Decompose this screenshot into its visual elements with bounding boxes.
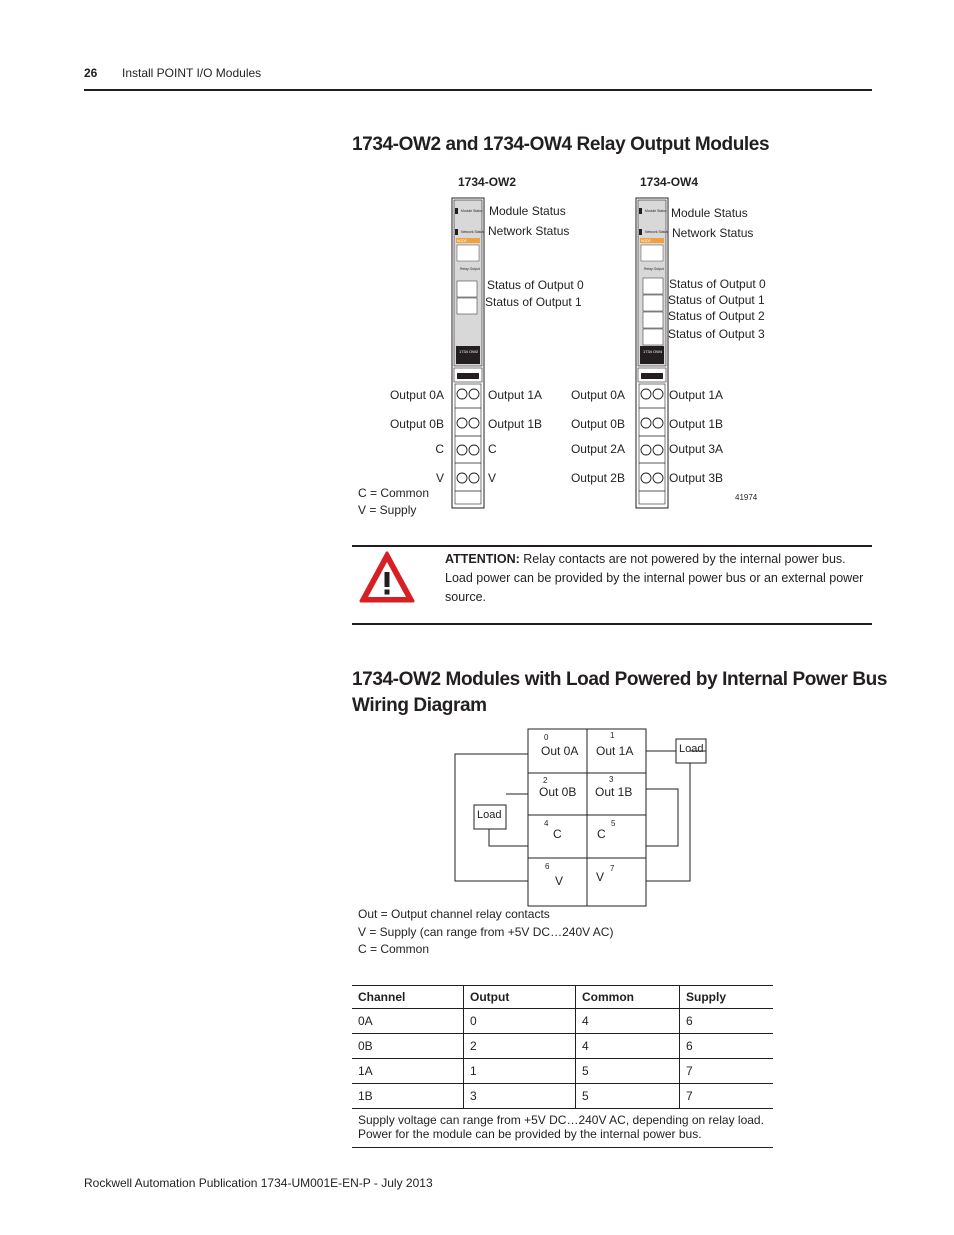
ow2-callout-output-1: Status of Output 1 <box>485 295 582 309</box>
ow4-callout-output-1: Status of Output 1 <box>668 293 765 307</box>
page-number: 26 <box>84 66 98 80</box>
terminal-0-num: 0 <box>544 733 549 742</box>
ow4-face-relay-output: Relay Output <box>644 267 664 271</box>
cell: 7 <box>680 1084 774 1109</box>
ow2-model-label: 1734-OW2 <box>458 175 517 189</box>
ow4-callout-module-status: Module Status <box>671 206 748 220</box>
ow4-term-left-0: Output 0A <box>570 388 625 402</box>
section-title-wiring-diagram <box>352 667 887 719</box>
attention-top-rule <box>352 545 872 547</box>
attention-text: Relay contacts are not powered by the internal power bus. Load power can be provided by the internal power bus or an external power source. <box>445 552 864 604</box>
attention-message <box>445 550 865 607</box>
ow2-face-node: NODE: <box>457 239 468 243</box>
table-note-line1: Supply voltage can range from +5V DC…240V AC, depending on relay load. <box>358 1113 764 1127</box>
ow4-callout-output-2: Status of Output 2 <box>668 309 765 323</box>
ow4-term-left-3: Output 2B <box>570 471 625 485</box>
ow2-callout-output-0: Status of Output 0 <box>487 278 584 292</box>
ow2-led-1 <box>457 298 477 314</box>
ow4-term-left-1: Output 0B <box>570 417 625 431</box>
table-row <box>352 1009 773 1034</box>
col-supply: Supply <box>680 986 774 1009</box>
ow4-callout-network-status: Network Status <box>672 226 754 240</box>
ow4-term-right-2: Output 3A <box>669 442 724 456</box>
warning-triangle-icon <box>358 550 416 604</box>
ow2-term-left-3: V <box>435 471 444 485</box>
ow4-term-left-2: Output 2A <box>570 442 625 456</box>
wiring-legend-supply: V = Supply (can range from +5V DC…240V AC) <box>358 924 614 939</box>
cell: 0 <box>464 1009 576 1034</box>
ow2-term-right-2: C <box>488 442 497 456</box>
terminal-7-num: 7 <box>610 864 615 873</box>
ow4-led-1 <box>643 295 663 311</box>
cell: 1 <box>464 1059 576 1084</box>
section-title-line2: Wiring Diagram <box>352 695 487 716</box>
ow4-face-node: NODE: <box>641 239 652 243</box>
wiring-legend <box>358 906 613 959</box>
table-row <box>352 1034 773 1059</box>
terminal-7-label: V <box>596 870 605 884</box>
terminal-4-label: C <box>553 827 562 841</box>
terminal-6-num: 6 <box>545 862 550 871</box>
publication-footer: Rockwell Automation Publication 1734-UM001E-EN-P - July 2013 <box>84 1176 433 1190</box>
ow2-callout-network-status: Network Status <box>488 224 570 238</box>
cell: 7 <box>680 1059 774 1084</box>
ow2-face-module-status: Module Status <box>461 209 483 213</box>
ow2-face-relay-output: Relay Output <box>460 267 480 271</box>
section-title-line1: 1734-OW2 Modules with Load Powered by Internal Power Bus <box>352 669 888 690</box>
table-note-line2: Power for the module can be provided by the internal power bus. <box>358 1127 702 1141</box>
ow4-callout-output-3: Status of Output 3 <box>668 327 765 341</box>
wiring-legend-common: C = Common <box>358 942 430 956</box>
table-note <box>352 1109 773 1148</box>
col-output: Output <box>464 986 576 1009</box>
ow4-callout-output-0: Status of Output 0 <box>669 277 766 291</box>
terminal-3-label: Out 1B <box>595 785 633 799</box>
cell: 5 <box>576 1059 680 1084</box>
ow2-led-0 <box>457 281 477 297</box>
ow2-callout-module-status: Module Status <box>489 204 566 218</box>
cell: 4 <box>576 1009 680 1034</box>
ow2-term-right-1: Output 1B <box>488 417 543 431</box>
wiring-diagram <box>0 720 954 915</box>
ow2-face-network-status: Network Status <box>461 230 484 234</box>
terminal-3-num: 3 <box>609 775 614 784</box>
cell: 1B <box>352 1084 464 1109</box>
ow4-led-3 <box>643 329 663 345</box>
ow4-model-label: 1734-OW4 <box>640 175 699 189</box>
wiring-legend-out: Out = Output channel relay contacts <box>358 907 550 921</box>
ow4-term-right-0: Output 1A <box>669 388 724 402</box>
terminal-2-label: Out 0B <box>539 785 577 799</box>
table-note-row <box>352 1109 773 1148</box>
terminal-1-num: 1 <box>610 731 615 740</box>
terminal-5-num: 5 <box>611 819 616 828</box>
running-header: Install POINT I/O Modules <box>122 66 262 80</box>
ow4-module <box>636 198 668 508</box>
figure-id: 41974 <box>735 493 758 502</box>
ow2-term-left-1: Output 0B <box>389 417 444 431</box>
ow4-face-network-status: Network Status <box>645 230 668 234</box>
cell: 6 <box>680 1034 774 1059</box>
ow2-face-model-plate: 1734 OW2 <box>459 349 479 354</box>
cell: 4 <box>576 1034 680 1059</box>
legend-supply: V = Supply <box>358 503 417 517</box>
cell: 6 <box>680 1009 774 1034</box>
cell: 1A <box>352 1059 464 1084</box>
ow4-term-right-3: Output 3B <box>669 471 724 485</box>
attention-bottom-rule <box>352 623 872 625</box>
relay-modules-figure <box>0 0 954 520</box>
col-channel: Channel <box>352 986 464 1009</box>
cell: 0B <box>352 1034 464 1059</box>
table-row <box>352 1084 773 1109</box>
ow2-module <box>452 198 484 508</box>
ow4-face-model-plate: 1734 OW4 <box>643 349 663 354</box>
col-common: Common <box>576 986 680 1009</box>
cell: 5 <box>576 1084 680 1109</box>
cell: 0A <box>352 1009 464 1034</box>
ow2-term-left-0: Output 0A <box>389 388 444 402</box>
terminal-2-num: 2 <box>543 776 548 785</box>
ow2-term-right-0: Output 1A <box>488 388 543 402</box>
terminal-6-label: V <box>555 874 564 888</box>
channel-table <box>352 985 773 1148</box>
table-header-row <box>352 986 773 1009</box>
cell: 3 <box>464 1084 576 1109</box>
cell: 2 <box>464 1034 576 1059</box>
section-title-relay-modules: 1734-OW2 and 1734-OW4 Relay Output Modules <box>352 134 770 155</box>
terminal-5-label: C <box>597 827 606 841</box>
legend-common: C = Common <box>358 486 430 500</box>
load-left-label: Load <box>477 809 502 821</box>
ow4-face-module-status: Module Status <box>645 209 667 213</box>
ow4-led-0 <box>643 278 663 294</box>
ow2-term-left-2: C <box>435 442 444 456</box>
ow2-term-right-3: V <box>488 471 497 485</box>
terminal-1-label: Out 1A <box>596 744 634 758</box>
table-row <box>352 1059 773 1084</box>
load-right-label: Load <box>679 743 704 755</box>
attention-label: ATTENTION: <box>445 552 520 566</box>
terminal-4-num: 4 <box>544 819 549 828</box>
ow4-led-2 <box>643 312 663 328</box>
terminal-0-label: Out 0A <box>541 744 579 758</box>
ow4-term-right-1: Output 1B <box>669 417 724 431</box>
